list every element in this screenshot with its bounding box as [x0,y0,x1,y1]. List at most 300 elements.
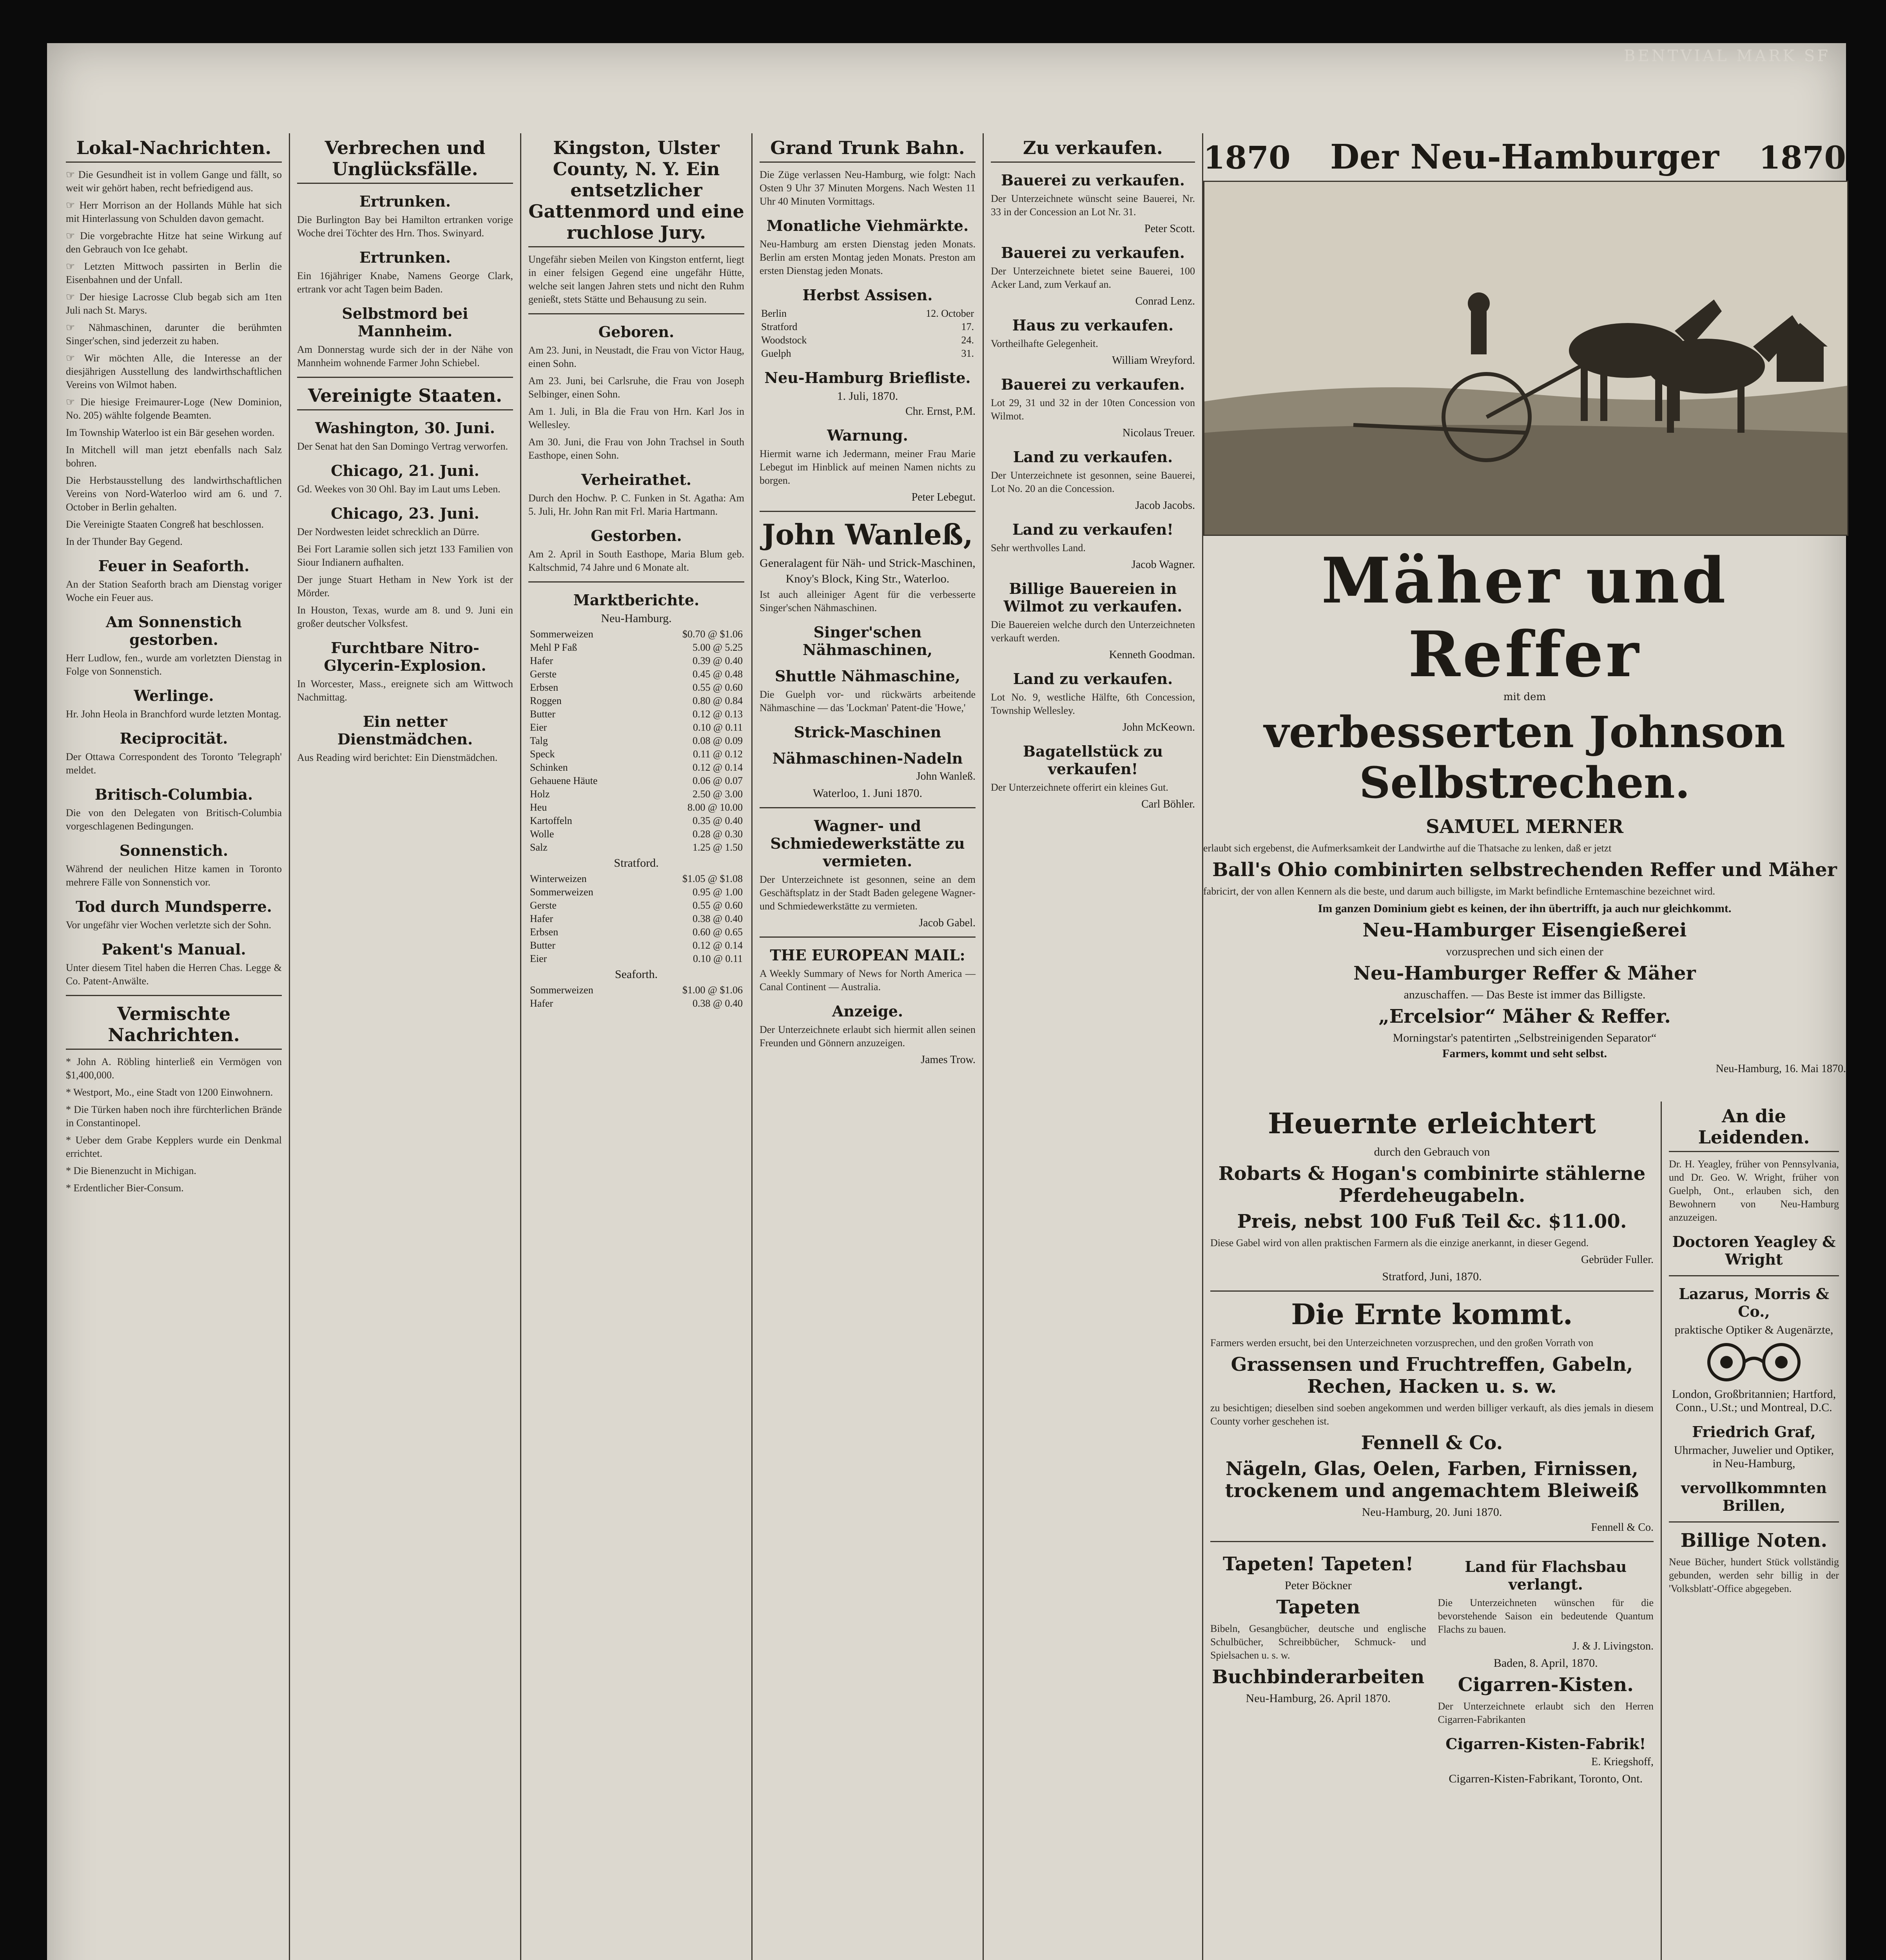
fire-seaforth-text: An der Station Seaforth brach am Dienstag voriger Woche ein Feuer aus. [66,579,282,603]
market-price: 0.10 @ 0.11 [693,722,743,733]
harvest-text: Farmers werden ersucht, bei den Unterzeichneten vorzusprechen, und den großen Vorrath von [1210,1337,1594,1348]
tapestry-heading: Tapeten! Tapeten! [1222,1553,1414,1575]
morningstar-line: Morningstar's patentirten „Selbstreinigenden Separator“ [1393,1031,1657,1044]
sale-item-signature: Nicolaus Treuer. [1122,427,1195,439]
died-text: Am 2. April in South Easthope, Maria Blum geb. Kaltschmid, 74 Jahre und 6 Monate alt. [528,548,744,573]
flax-signature: J. & J. Livingston. [1572,1640,1654,1652]
sale-item-heading: Bauerei zu verkaufen. [1001,376,1185,393]
also-line: vorzusprechen und sich einen der [1446,945,1603,958]
market-item: Gerste [530,668,557,680]
cigar-factory: Cigarren-Kisten-Fabrik! [1445,1735,1646,1753]
fire-seaforth-heading: Feuer in Seaforth. [98,557,250,575]
maker-name: SAMUEL MERNER [1426,816,1623,838]
sale-item-signature: John McKeown. [1122,721,1195,733]
us-item-text: Bei Fort Laramie sollen sich jetzt 133 Familien von Siour Indianern aufhalten. [297,543,513,568]
divider [760,511,976,512]
divider [66,995,282,996]
market-item: Mehl P Faß [530,642,577,653]
cigar-heading: Cigarren-Kisten. [1458,1674,1634,1696]
market-price: 0.12 @ 0.14 [693,940,743,951]
table-row [528,681,744,694]
werlinge-text: Hr. John Heola in Branchford wurde letzten Montag. [66,708,281,720]
market-price: 0.12 @ 0.14 [693,762,743,773]
market-price: $0.70 @ $1.06 [682,628,743,640]
market-price: 0.11 @ 0.12 [693,748,743,760]
sunstroke-death-heading: Am Sonnenstich gestorben. [106,613,242,648]
table-row [528,721,744,734]
market-table [528,984,744,1010]
sale-item-text: Der Unterzeichnete bietet seine Bauerei, 100 Acker Land, zum Verkauf an. [991,265,1195,290]
market-price: 0.55 @ 0.60 [693,682,743,693]
hay-harvest-sub: durch den Gebrauch von [1374,1145,1490,1158]
dominion-line: Im ganzen Dominium giebt es keinen, der ihn übertrifft, ja auch nur gleichkommt. [1318,902,1732,915]
local-news-item: ☞ Der hiesige Lacrosse Club begab sich am 1ten Juli nach St. Marys. [66,291,282,316]
lazarus-place: London, Großbritannien; Hartford, Conn., U.St.; und Montreal, D.C. [1672,1388,1836,1414]
market-item: Sommerweizen [530,886,593,898]
local-news-item: ☞ Letzten Mittwoch passirten in Berlin die Eisenbahnen und der Unfall. [66,261,282,285]
market-item: Sommerweizen [530,984,593,996]
john-wanless-heading: John Wanleß, [762,518,973,551]
masthead-area [1203,137,1846,1079]
market-price: $1.00 @ $1.06 [682,984,743,996]
divider [1669,1275,1839,1276]
table-row [528,668,744,681]
table-row [528,694,744,708]
john-wanless-text: Ist auch alleiniger Agent für die verbesserte Singer'schen Nähmaschinen. [760,589,976,613]
sale-item-text: Der Unterzeichnete offerirt ein kleines Gut. [991,782,1168,793]
john-wanless-sub: Generalagent für Näh- und Strick-Maschinen, [760,557,976,570]
local-news-item: ☞ Nähmaschinen, darunter die berühmten Singer'schen, sind jederzeit zu haben. [66,322,282,347]
sale-item-heading: Bagatellstück zu verkaufen! [1023,742,1163,778]
hay-harvest-text: Diese Gabel wird von allen praktischen Farmern als die einzige anerkannt, in dieser Gegend. [1210,1237,1589,1249]
market-price: 0.60 @ 0.65 [693,926,743,938]
market-item: Speck [530,748,555,760]
hay-harvest-price: Preis, nebst 100 Fuß Teil &c. $11.00. [1237,1210,1627,1232]
us-item-text: Der Nordwesten leidet schrecklich an Dürre. [297,526,479,537]
divider [528,313,744,314]
fall-assizes-heading: Herbst Assisen. [802,286,933,304]
needles-heading: Nähmaschinen-Nadeln [772,750,963,767]
market-price: 0.08 @ 0.09 [693,735,743,746]
local-news-item: ☞ Die hiesige Freimaurer-Loge (New Dominion, No. 205) wählte folgende Beamten. [66,396,282,421]
harvest-signature: Fennell & Co. [1591,1521,1654,1534]
tapestry-ad [1210,1549,1426,1788]
market-price: $1.05 @ $1.08 [682,873,743,884]
flax-date: Baden, 8. April, 1870. [1493,1657,1598,1670]
market-price: 0.35 @ 0.40 [693,815,743,826]
local-news-item: Im Township Waterloo ist ein Bär gesehen worden. [66,427,275,438]
table-row [760,320,976,334]
column-for-sale [984,133,1203,1960]
sale-item-heading: Land zu verkaufen. [1013,448,1173,466]
market-item: Butter [530,940,555,951]
divider [1669,1521,1839,1523]
market-table [528,872,744,965]
local-news-item: ☞ Die vorgebrachte Hitze hat seine Wirkung auf den Gebrauch von Ice gehabt. [66,230,282,255]
table-row [528,997,744,1010]
table-row [528,939,744,952]
newspaper-name: Der Neu-Hamburger [1330,137,1719,177]
letters-signature: Chr. Ernst, P.M. [905,405,976,417]
divider [297,377,513,378]
cheap-notes-heading: Billige Noten. [1680,1530,1828,1552]
british-columbia-heading: Britisch-Columbia. [94,786,253,803]
table-row [528,984,744,997]
table-row [528,748,744,761]
table-row [528,708,744,721]
cigar-signature: E. Kriegshoff, [1591,1756,1654,1768]
sale-item-text: Der Unterzeichnete wünscht seine Bauerei, Nr. 33 in der Concession an Lot Nr. 31. [991,193,1195,218]
local-news-item: Die Herbstausstellung des landwirthschaftlichen Vereins von Nord-Waterloo wird am 6. und 7. October in Berlin gehalten. [66,475,282,513]
local-news-item: ☞ Wir möchten Alle, die Interesse an der diesjährigen Ausstellung des landwirthschaftlichen Vereins von Wilmot haben. [66,352,282,390]
market-price: 0.38 @ 0.40 [693,913,743,924]
market-table [528,628,744,854]
tapestry-sub: Tapeten [1276,1596,1360,1618]
local-news-item: ☞ Die Gesundheit ist in vollem Gange und fällt, so weit wir gehört haben, recht befriedigend aus. [66,169,282,194]
assizes-date: 24. [961,334,974,346]
friedrich-graf-sub: Uhrmacher, Juwelier und Optiker, in Neu-Hamburg, [1674,1444,1834,1470]
misc-news-item: * Die Bienenzucht in Michigan. [66,1165,196,1176]
railway-text: Die Züge verlassen Neu-Hamburg, wie folgt: Nach Osten 9 Uhr 37 Minuten Morgens. Nach Westen 11 Uhr 40 Minuten Vormittags. [760,169,976,207]
maker-text: erlaubt sich ergebenst, die Aufmerksamkeit der Landwirthe auf die Thatsache zu lenken, daß er jetzt [1203,842,1612,854]
warning-signature: Peter Lebegut. [911,491,976,503]
died-heading: Gestorben. [591,527,682,544]
market-price: 0.38 @ 0.40 [693,998,743,1009]
column-local-news [59,133,290,1960]
sale-item-text: Der Unterzeichnete ist gesonnen, seine Bauerei, Lot No. 20 an die Concession. [991,470,1195,494]
assizes-place: Stratford [761,321,798,332]
bottom-ads [1210,1549,1654,1788]
market-price: 0.95 @ 1.00 [693,886,743,898]
assizes-date: 31. [961,348,974,359]
explosion-heading: Furchtbare Nitro-Glycerin-Explosion. [324,639,486,674]
smithy-heading: Wagner- und Schmiedewerkstätte zu vermieten. [770,817,965,870]
european-mail-text: A Weekly Summary of News for North America — Canal Continent — Australia. [760,968,976,993]
market-price: 5.00 @ 5.25 [693,642,743,653]
lockjaw-text: Vor ungefähr vier Wochen verletzte sich der Sohn. [66,919,271,931]
cattle-markets-text: Neu-Hamburg am ersten Dienstag jeden Monats. Berlin am ersten Montag jeden Monats. Preston am ersten Dienstag jeden Monats. [760,238,976,276]
sale-item-signature: Kenneth Goodman. [1109,649,1195,661]
us-item-text: In Houston, Texas, wurde am 8. und 9. Juni ein großer deutscher Volksfest. [297,604,513,629]
column-kingston [521,133,753,1960]
servant-heading: Ein netter Dienstmädchen. [337,713,473,748]
sale-item-signature: Conrad Lenz. [1135,295,1195,307]
hay-harvest-signature: Gebrüder Fuller. [1581,1254,1654,1266]
harvest-firm: Fennell & Co. [1361,1432,1503,1454]
market-item: Talg [530,735,548,746]
table-row [760,307,976,320]
birth-item: Am 23. Juni, in Neustadt, die Frau von Victor Haug, einen Sohn. [528,345,744,369]
column-crimes [290,133,521,1960]
table-row [528,926,744,939]
spectacles-line: vervollkommnten Brillen, [1681,1479,1827,1514]
market-item: Schinken [530,762,568,773]
crime-item-heading: Ertrunken. [359,249,451,266]
john-wanless-signature: John Wanleß. [916,770,976,782]
flax-cigar-ad [1438,1549,1654,1788]
table-row [760,334,976,347]
farmers-line: Farmers, kommt und seht selbst. [1442,1047,1607,1060]
us-item-heading: Chicago, 21. Juni. [331,462,479,479]
tapestry-items: Bibeln, Gesangbücher, deutsche und englische Schulbücher, Schreibbücher, Schmuck- und Spielsachen u. s. w. [1210,1623,1426,1661]
reaper-banner-line2: verbesserten Johnson Selbstrechen. [1264,707,1786,808]
notice-signature: James Trow. [921,1054,976,1066]
reaper-engraving [1203,181,1848,536]
market-price: 0.06 @ 0.07 [693,775,743,786]
tapestry-name: Peter Böckner [1284,1579,1352,1592]
misc-news-item: * Erdentlicher Bier-Consum. [66,1182,184,1194]
table-row [528,828,744,841]
misc-news-item: * Die Türken haben noch ihre fürchterlichen Brände in Constantinopel. [66,1104,282,1129]
sale-item-heading: Land zu verkaufen! [1012,521,1173,538]
misc-news-item: * Ueber dem Grabe Kepplers wurde ein Denkmal errichtet. [66,1134,282,1159]
table-row [528,814,744,828]
market-item: Sommerweizen [530,628,593,640]
table-row [528,886,744,899]
column-notices [753,133,984,1960]
birth-item: Am 1. Juli, in Bla die Frau von Hrn. Karl Jos in Wellesley. [528,406,744,430]
product-text: fabricirt, der von allen Kennern als die beste, und darum auch billigste, im Markt befindliche Erntemaschine bezeichnet wird. [1203,886,1716,897]
us-item-text: Gd. Weekes von 30 Ohl. Bay im Laut ums Leben. [297,483,501,495]
assizes-place: Berlin [761,308,787,319]
table-row [528,788,744,801]
reciprocity-text: Der Ottawa Correspondent des Toronto 'Telegraph' meldet. [66,751,282,776]
assizes-date: 17. [961,321,974,332]
knitting-heading: Strick-Maschinen [794,723,941,741]
sale-item-text: Vortheilhafte Gelegenheit. [991,338,1098,349]
crime-item-text: Ein 16jähriger Knabe, Namens George Clark, ertrank vor acht Tagen beim Baden. [297,270,513,295]
table-row [528,734,744,748]
masthead [1203,137,1846,177]
letters-heading: Neu-Hamburg Briefliste. [764,369,971,387]
masthead-year-right: 1870 [1759,139,1846,176]
market-price: 2.50 @ 3.00 [693,788,743,800]
sale-item-signature: Peter Scott. [1144,223,1195,235]
harvest-text-2: zu besichtigen; dieselben sind soeben angekommen und werden billiger verkauft, als dies jemals in diesem County vorher geschehen ist. [1210,1402,1654,1427]
market-item: Kartoffeln [530,815,572,826]
sale-item-text: Lot 29, 31 und 32 in der 10ten Concession von Wilmot. [991,397,1195,422]
united-states-heading: Vereinigte Staaten. [297,385,513,410]
market-item: Eier [530,722,547,733]
sufferers-heading: An die Leidenden. [1669,1105,1839,1152]
market-item: Erbsen [530,926,559,938]
corner-mark: BENTVIAL MARK SF [1624,47,1830,65]
market-item: Gerste [530,900,557,911]
market-item: Winterweizen [530,873,587,884]
market-price: 1.25 @ 1.50 [693,842,743,853]
table-row [528,912,744,926]
letters-date: 1. Juli, 1870. [837,390,898,403]
for-sale-heading: Zu verkaufen. [991,137,1195,163]
column-doctors [1662,1102,1846,1960]
cheap-notes-text: Neue Bücher, hundert Stück vollständig gebunden, werden sehr billig in der 'Volksblatt'-Office abgegeben. [1669,1556,1839,1594]
foundry-name: Neu-Hamburger Eisengießerei [1362,919,1687,941]
hay-harvest-date: Stratford, Juni, 1870. [1382,1270,1482,1283]
market-item: Hafer [530,913,553,924]
market-item: Gehauene Häute [530,775,598,786]
us-item-text: Der Senat hat den San Domingo Vertrag verworfen. [297,441,508,452]
excelsior-line: „Ercelsior“ Mäher & Reffer. [1378,1005,1671,1027]
flax-heading: Land für Flachsbau verlangt. [1465,1558,1627,1593]
bookbinding-line: Buchbinderarbeiten [1212,1666,1425,1688]
misc-news-heading: Vermischte Nachrichten. [66,1003,282,1050]
notice-heading: Anzeige. [832,1002,903,1020]
lazarus-heading: Lazarus, Morris & Co., [1679,1285,1829,1320]
table-row [760,347,976,360]
divider [1210,1290,1654,1292]
tapestry-date: Neu-Hamburg, 26. April 1870. [1246,1692,1391,1705]
sale-item-heading: Bauerei zu verkaufen. [1001,171,1185,189]
market-item: Butter [530,708,555,720]
market-item: Roggen [530,695,562,706]
crime-item-heading: Ertrunken. [359,192,451,210]
crime-item-text: Die Burlington Bay bei Hamilton ertranken vorige Woche drei Töchter des Hrn. Thos. Swinyard. [297,214,513,239]
harvest-date: Neu-Hamburg, 20. Juni 1870. [1362,1506,1502,1519]
market-price: 0.45 @ 0.48 [693,668,743,680]
misc-news-item: * Westport, Mo., eine Stadt von 1200 Einwohnern. [66,1087,273,1098]
sale-item-text: Sehr werthvolles Land. [991,542,1086,554]
notice-text: Der Unterzeichnete erlaubt sich hiermit allen seinen Freunden und Gönnern anzuzeigen. [760,1024,976,1049]
doctors-text: Dr. H. Yeagley, früher von Pennsylvania, und Dr. Geo. W. Wright, früher von Guelph, Ont., erlauben sich, den Bewohnern von Neu-Hamburg anzuzeigen. [1669,1158,1839,1223]
masthead-date: Neu-Hamburg, 16. Mai 1870. [1716,1063,1846,1075]
local-news-item: Die Vereinigte Staaten Congreß hat beschlossen. [66,519,264,530]
sunstroke-heading: Sonnenstich. [119,842,228,859]
birth-item: Am 23. Juni, bei Carlsruhe, die Frau von Joseph Selbinger, einen Sohn. [528,375,744,400]
reaper-illustration [1204,182,1847,535]
married-text: Durch den Hochw. P. C. Funken in St. Agatha: Am 5. Juli, Hr. John Ran mit Frl. Maria Hartmann. [528,492,744,517]
warning-heading: Warnung. [827,426,908,444]
singer-heading: Singer'schen Nähmaschinen, [802,623,933,659]
crimes-heading: Verbrechen und Unglücksfälle. [297,137,513,184]
market-price: 8.00 @ 10.00 [687,802,743,813]
reaper-banner: Mäher und Reffer [1321,544,1728,691]
guelph-text: Die Guelph vor- und rückwärts arbeitende Nähmaschine — das 'Lockman' Patent-die 'Howe,' [760,689,976,713]
table-row [528,761,744,774]
sale-item-heading: Billige Bauereien in Wilmot zu verkaufen. [1003,580,1182,615]
divider [528,581,744,583]
assizes-table [760,307,976,360]
market-price: 0.80 @ 0.84 [693,695,743,706]
market-item: Hafer [530,655,553,666]
spectacles-icon [1695,1341,1813,1384]
market-heading: Marktberichte. [573,591,700,609]
sale-item-signature: Jacob Wagner. [1131,559,1195,571]
market-price: 0.39 @ 0.40 [693,655,743,666]
smithy-text: Der Unterzeichnete ist gesonnen, seine an dem Geschäftsplatz in der Stadt Baden gelegene Wagner- und Schmiedewerkstätte zu vermieten. [760,874,976,912]
sale-item-text: Lot No. 9, westliche Hälfte, 6th Concession, Township Wellesley. [991,691,1195,716]
market-item: Eier [530,953,547,964]
doctors-heading: Doctoren Yeagley & Wright [1672,1233,1836,1268]
buy-line: anzuschaffen. — Das Beste ist immer das Billigste. [1404,988,1646,1001]
manual-text: Unter diesem Titel haben die Herren Chas. Legge & Co. Patent-Anwälte. [66,962,282,987]
market-item: Wolle [530,828,554,840]
market-subheading: Neu-Hamburg. [601,612,672,625]
market-price: 0.55 @ 0.60 [693,900,743,911]
assizes-place: Guelph [761,348,791,359]
kingston-text: Ungefähr sieben Meilen von Kingston entfernt, liegt in einer felsigen Gegend eine ungefähr Hütte, welche seit langen Jahren stets und nicht den Ruhm genießt, stets Stätte und Behausung zu sein. [528,254,744,305]
market-item: Holz [530,788,550,800]
crime-item-heading: Selbstmord bei Mannheim. [342,305,468,340]
table-row [528,872,744,886]
flax-text: Die Unterzeichneten wünschen für die bevorstehende Saison ein bedeutende Quantum Flachs zu bauen. [1438,1597,1654,1635]
births-heading: Geboren. [598,323,675,341]
sale-item-heading: Haus zu verkaufen. [1012,316,1174,334]
john-wanless-place: Knoy's Block, King Str., Waterloo. [785,572,950,585]
harvest-items: Nägeln, Glas, Oelen, Farben, Firnissen, trockenem und angemachtem Bleiweiß [1225,1458,1639,1502]
hay-harvest-heading: Heuernte erleichtert [1268,1107,1596,1140]
lazarus-sub: praktische Optiker & Augenärzte, [1674,1323,1833,1336]
us-item-heading: Chicago, 23. Juni. [331,505,479,522]
us-item-text: Der junge Stuart Hetham in New York ist der Mörder. [297,574,513,599]
sunstroke-death-text: Herr Ludlow, fen., wurde am vorletzten Dienstag in Folge von Sonnenstich. [66,652,282,677]
lockjaw-heading: Tod durch Mundsperre. [76,898,272,915]
hay-harvest-product: Robarts & Hogan's combinirte stählerne Pferdeheugabeln. [1218,1163,1646,1207]
assizes-place: Woodstock [761,334,807,346]
market-item: Erbsen [530,682,559,693]
sale-item-signature: William Wreyford. [1112,354,1195,367]
market-item: Heu [530,802,547,813]
sunstroke-text: Während der neulichen Hitze kamen in Toronto mehrere Fälle von Sonnenstich vor. [66,863,282,888]
manual-heading: Pakent's Manual. [102,940,246,958]
newspaper-page [47,43,1846,1960]
sale-item-heading: Bauerei zu verkaufen. [1001,244,1185,261]
market-item: Salz [530,842,548,853]
werlinge-heading: Werlinge. [134,687,214,704]
sale-item-text: Die Bauereien welche durch den Unterzeichneten verkauft werden. [991,619,1195,644]
servant-text: Aus Reading wird berichtet: Ein Dienstmädchen. [297,752,498,763]
local-news-item: ☞ Herr Morrison an der Hollands Mühle hat sich mit Hinterlassung von Schulden davon gemacht. [66,200,282,224]
table-row [528,841,744,854]
local-news-heading: Lokal-Nachrichten. [66,137,282,163]
married-heading: Verheirathet. [581,471,692,488]
sale-item-heading: Land zu verkaufen. [1013,670,1173,688]
cattle-markets-heading: Monatliche Viehmärkte. [766,217,969,234]
european-mail-heading: THE EUROPEAN MAIL: [770,946,965,964]
reciprocity-heading: Reciprocität. [120,730,228,747]
harvest-coming-heading: Die Ernte kommt. [1291,1298,1573,1331]
table-row [528,952,744,965]
shuttle-heading: Shuttle Nähmaschine, [774,667,961,685]
masthead-year-left: 1870 [1203,139,1291,176]
market-subheading: Seaforth. [615,968,658,981]
smithy-signature: Jacob Gabel. [919,917,976,929]
divider [760,807,976,808]
cigar-text: Der Unterzeichnete erlaubt sich den Herren Cigarren-Fabrikanten [1438,1700,1654,1725]
birth-item: Am 30. Juni, die Frau von John Trachsel in South Easthope, einen Sohn. [528,436,744,461]
table-row [528,628,744,641]
market-subheading: Stratford. [614,857,659,869]
table-row [528,654,744,668]
product-name-2: Neu-Hamburger Reffer & Mäher [1353,962,1696,984]
divider [1210,1541,1654,1542]
product-name: Ball's Ohio combinirten selbstrechenden Reffer und Mäher [1212,859,1837,881]
harvest-products: Grassensen und Fruchtreffen, Gabeln, Rechen, Hacken u. s. w. [1231,1354,1633,1397]
divider [760,936,976,938]
explosion-text: In Worcester, Mass., ereignete sich am Wittwoch Nachmittag. [297,678,513,703]
railway-heading: Grand Trunk Bahn. [760,137,976,163]
british-columbia-text: Die von den Delegaten von Britisch-Columbia vorgeschlagenen Bedingungen. [66,807,282,832]
market-item: Hafer [530,998,553,1009]
us-item-heading: Washington, 30. Juni. [315,419,495,437]
market-price: 0.28 @ 0.30 [693,828,743,840]
table-row [528,641,744,654]
reaper-banner-sub: mit dem [1503,691,1546,703]
john-wanless-date: Waterloo, 1. Juni 1870. [812,787,923,800]
market-price: 0.12 @ 0.13 [693,708,743,720]
table-row [528,801,744,814]
market-price: 0.10 @ 0.11 [693,953,743,964]
sale-item-signature: Carl Böhler. [1141,798,1195,810]
